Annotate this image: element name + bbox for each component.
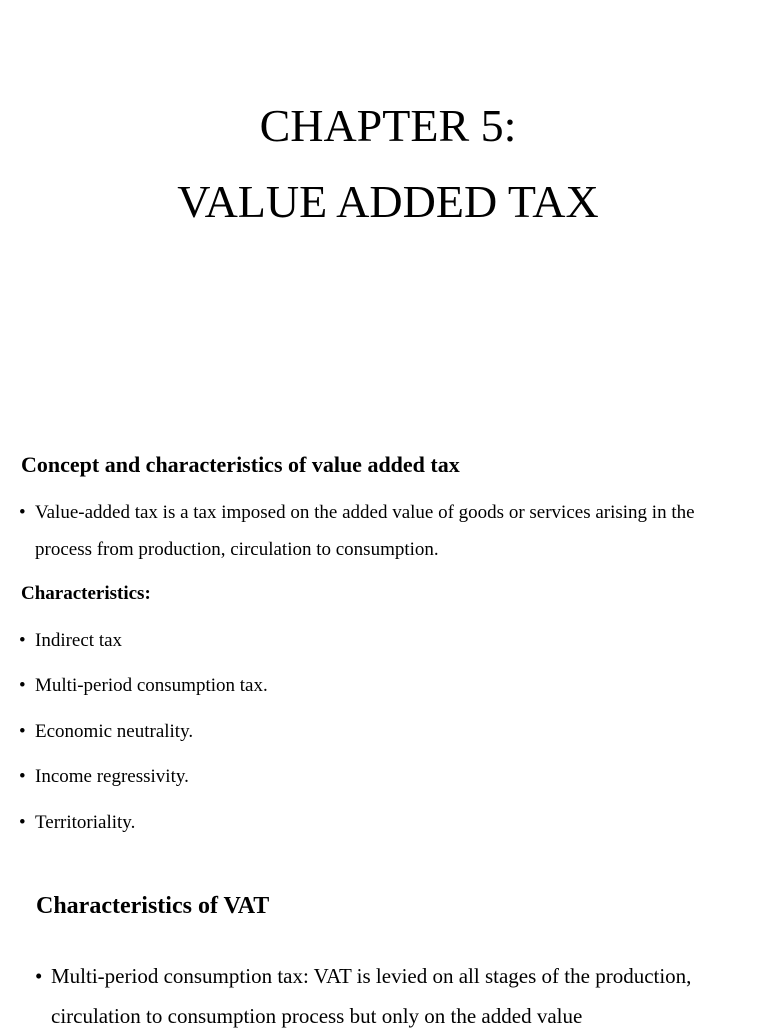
- definition-text: Value-added tax is a tax imposed on the added value of goods or services arising in the process from production, circulation to consumption.: [35, 502, 695, 560]
- list-item-text: Multi-period consumption tax.: [35, 675, 268, 696]
- characteristics-label: Characteristics:: [21, 583, 151, 604]
- section-heading-vat: Characteristics of VAT: [36, 893, 270, 919]
- bullet-icon: •: [35, 964, 43, 988]
- bullet-icon: •: [19, 630, 26, 651]
- vat-bullet-text: Multi-period consumption tax: VAT is levied on all stages of the production, circulation to consumption process but only on the added value: [51, 964, 692, 1028]
- list-item: [19, 674, 268, 698]
- list-item-text: Indirect tax: [35, 630, 123, 651]
- list-item-text: Economic neutrality.: [35, 721, 194, 742]
- list-item: [19, 765, 189, 789]
- definition-bullet: [19, 494, 734, 568]
- bullet-icon: •: [19, 675, 26, 696]
- bullet-icon: •: [19, 502, 26, 523]
- list-item-text: Territoriality.: [35, 812, 136, 833]
- vat-bullet: [35, 956, 735, 1036]
- chapter-title: CHAPTER 5:: [259, 100, 517, 151]
- chapter-subtitle: VALUE ADDED TAX: [177, 176, 599, 227]
- list-item: [19, 629, 122, 653]
- list-item: [19, 720, 193, 744]
- bullet-icon: •: [19, 721, 26, 742]
- list-item: [19, 811, 135, 835]
- bullet-icon: •: [19, 812, 26, 833]
- bullet-icon: •: [19, 766, 26, 787]
- list-item-text: Income regressivity.: [35, 766, 189, 787]
- section-heading-concept: Concept and characteristics of value added tax: [21, 452, 460, 477]
